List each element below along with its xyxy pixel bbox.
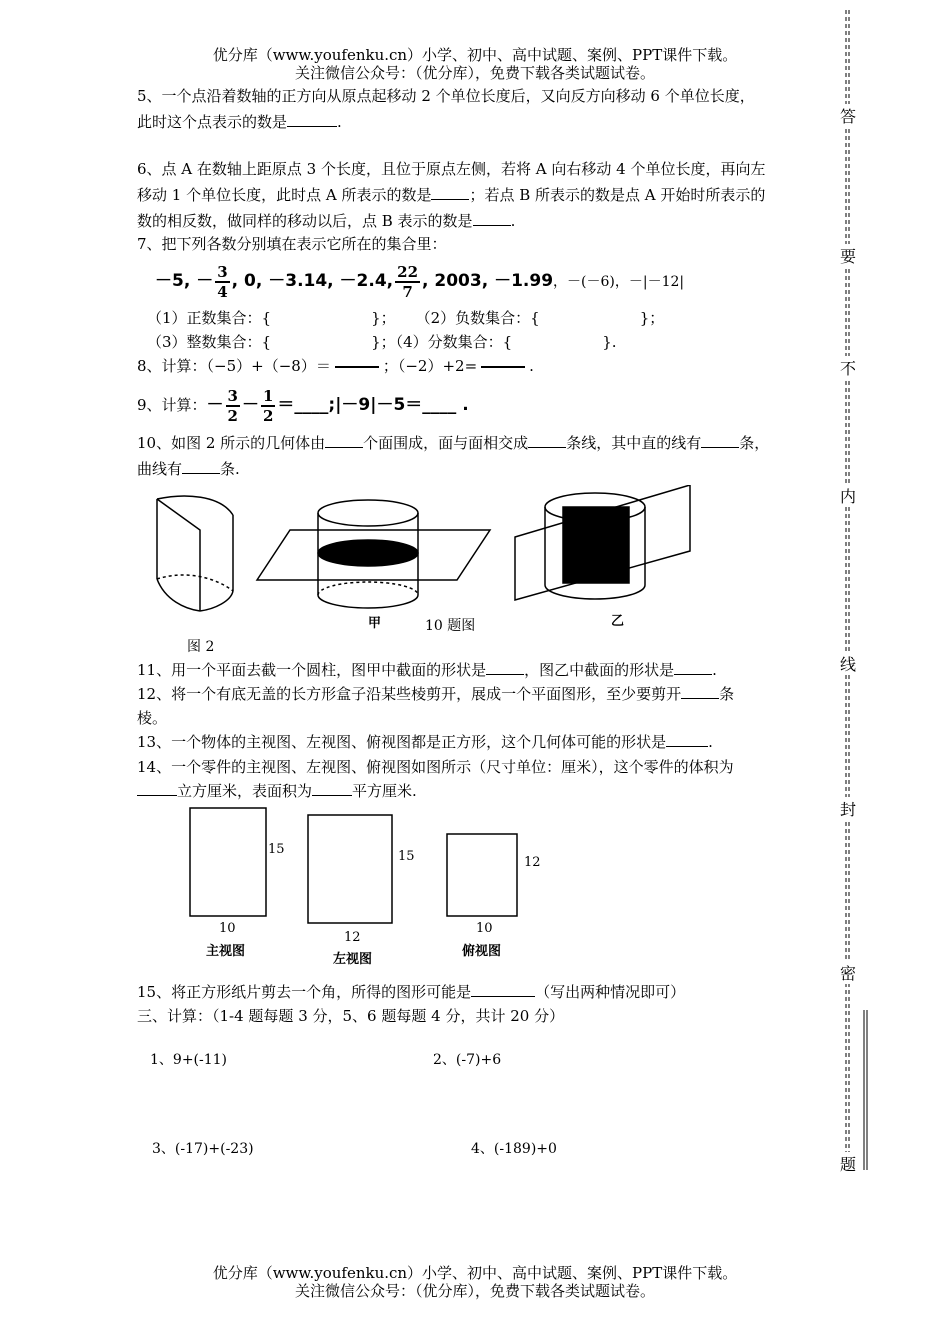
q7-fraction-22-7: $\frac{22}{7}$ (397, 263, 419, 301)
q12-answer-blank[interactable] (681, 684, 719, 699)
margin-char-nei: 内 (838, 484, 858, 507)
q9-fraction-3-2: $\frac{3}{2}$ (227, 387, 238, 425)
header-line-2: 关注微信公众号：（优分库），免费下载各类试题试卷。 (294, 64, 655, 82)
q14-volume-blank[interactable] (137, 781, 177, 796)
q6-line-3: 数的相反数，做同样的移动以后，点 B 表示的数是 . (137, 212, 516, 230)
q8-line: 8、计算：（−5）+（−8）＝ ；（−2）+2= . (137, 357, 534, 375)
q11-jia-blank[interactable] (486, 660, 524, 675)
q7-title: 7、把下列各数分别填在表示它所在的集合里： (137, 235, 447, 253)
q7-sets-row-2: （3）整数集合：{ }；（4）分数集合：{ }. (147, 333, 617, 351)
q6-answer-a-blank[interactable] (431, 185, 469, 200)
q7-number-list: －5, － $\frac{3}{4}$ , 0, －3.14, －2.4, $\frac{22}{7}$ , 2003, －1.99，－(－6)，－|－12| (155, 263, 685, 301)
figure-jia-cylinder-horizontal-cut (257, 500, 490, 608)
q14-line-2: 立方厘米，表面积为 平方厘米. (137, 780, 827, 802)
calc-problem-3: 3、(-17)+(-23) (152, 1141, 254, 1157)
binding-margin-lines (838, 0, 878, 1190)
q10-lines-blank[interactable] (528, 433, 566, 448)
left-view-label: 左视图 (333, 952, 373, 967)
q10-curve-blank[interactable] (182, 459, 220, 474)
q5-line-1: 5、一个点沿着数轴的正方向从原点起移动 2 个单位长度后，又向反方向移动 6 个单位长度， (137, 87, 755, 105)
margin-char-mi: 密 (838, 961, 858, 984)
q6-line-1: 6、点 A 在数轴上距原点 3 个长度，且位于原点左侧，若将 A 向右移动 4 个单位长度，再向左 (137, 160, 766, 178)
calc-problem-1: 1、9+(-11) (150, 1052, 228, 1068)
q11-yi-blank[interactable] (674, 660, 712, 675)
top-view-width: 10 (476, 921, 493, 936)
q6-answer-b-blank[interactable] (473, 211, 511, 226)
calc-problem-2: 2、(-7)+6 (433, 1052, 502, 1068)
q10-faces-blank[interactable] (325, 433, 363, 448)
left-view-height: 15 (398, 849, 415, 864)
figure-2-half-cylinder (157, 496, 233, 611)
q8-answer-a-blank[interactable] (335, 366, 379, 368)
left-view-rect (308, 815, 392, 923)
q10-line-1: 10、如图 2 所示的几何体由 个面围成，面与面相交成 条线，其中直的线有 条， (137, 434, 770, 452)
top-view-height: 12 (524, 855, 541, 870)
front-view-width: 10 (219, 921, 236, 936)
margin-char-feng: 封 (838, 797, 858, 820)
margin-char-xian: 线 (838, 652, 858, 675)
q8-answer-b-blank[interactable] (481, 366, 525, 368)
q15-answer-blank[interactable] (471, 982, 535, 997)
figure-2-label: 图 2 (187, 639, 215, 655)
figure-10-caption: 10 题图 (425, 618, 476, 634)
margin-char-yao: 要 (838, 244, 858, 267)
q13-line: 13、一个物体的主视图、左视图、俯视图都是正方形，这个几何体可能的形状是 . (137, 733, 713, 751)
figure-yi-cylinder-vertical-cut (515, 485, 690, 600)
margin-char-da: 答 (838, 104, 858, 127)
q13-answer-blank[interactable] (666, 732, 708, 747)
footer-line-2: 关注微信公众号：（优分库），免费下载各类试题试卷。 (294, 1282, 655, 1300)
q14-line-1: 14、一个零件的主视图、左视图、俯视图如图所示（尺寸单位：厘米），这个零件的体积为 (137, 758, 734, 776)
q7-fraction-3-4: $\frac{3}{4}$ (217, 263, 228, 301)
q10-straight-blank[interactable] (701, 433, 739, 448)
front-view-height: 15 (268, 842, 285, 857)
footer-line-1: 优分库（www.youfenku.cn）小学、初中、高中试题、案例、PPT课件下载。 (212, 1264, 738, 1282)
front-view-rect (190, 808, 266, 916)
q9-line: 9、计算：－ $\frac{3}{2}$ － $\frac{1}{2}$ ＝____;|－9|－5＝____ . (137, 387, 469, 425)
q5-answer-blank[interactable] (287, 112, 337, 127)
margin-char-bu: 不 (838, 356, 858, 379)
q5-line-2: 此时这个点表示的数是 . (137, 113, 342, 131)
q9-fraction-1-2: $\frac{1}{2}$ (262, 387, 274, 425)
q12-line-2: 棱。 (137, 709, 168, 727)
q10-line-2: 曲线有 条. (137, 460, 240, 478)
section-3-title: 三、计算：（1-4 题每题 3 分，5、6 题每题 4 分，共计 20 分） (137, 1007, 565, 1025)
q7-sets-row-1: （1）正数集合：{ }； （2）负数集合：{ }； (147, 309, 665, 327)
q12-line-1: 12、将一个有底无盖的长方形盒子沿某些棱剪开，展成一个平面图形，至少要剪开 条 (137, 685, 735, 703)
figure-jia-label: 甲 (368, 616, 382, 631)
figure-yi-label: 乙 (611, 614, 625, 629)
calc-problem-4: 4、(-189)+0 (471, 1141, 557, 1157)
top-view-rect (447, 834, 517, 916)
left-view-width: 12 (344, 930, 361, 945)
margin-char-ti: 题 (838, 1152, 858, 1175)
q11-line: 11、用一个平面去截一个圆柱，图甲中截面的形状是 ，图乙中截面的形状是 . (137, 661, 717, 679)
q15-line: 15、将正方形纸片剪去一个角，所得的图形可能是 （写出两种情况即可） (137, 983, 686, 1001)
q14-area-blank[interactable] (312, 781, 352, 796)
top-view-label: 俯视图 (462, 944, 502, 959)
q10-figures (145, 485, 705, 625)
q6-line-2: 移动 1 个单位长度，此时点 A 所表示的数是 ；若点 B 所表示的数是点 A 开始时所表示的 (137, 186, 766, 204)
front-view-label: 主视图 (206, 944, 246, 959)
header-line-1: 优分库（www.youfenku.cn）小学、初中、高中试题、案例、PPT课件下载。 (212, 46, 738, 64)
